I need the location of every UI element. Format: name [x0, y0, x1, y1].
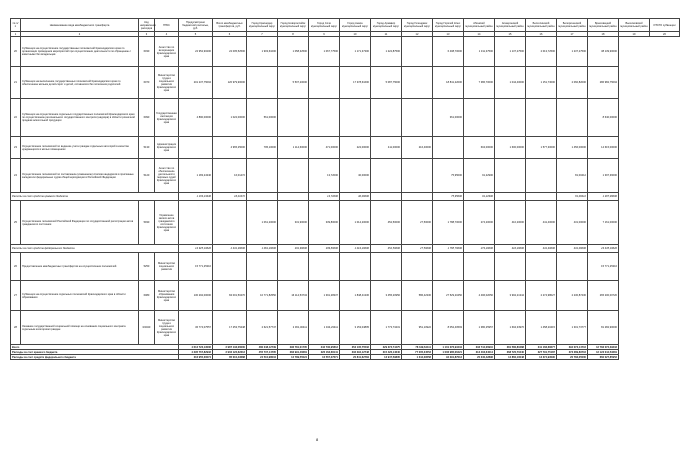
value-cell: 296 781,01705: [278, 345, 309, 350]
value-cell: 81,00412: [557, 193, 588, 201]
expense-code: 5930: [139, 201, 155, 245]
value-cell: 7 161,00000: [588, 201, 619, 245]
value-cell: 339,80000: [309, 201, 340, 245]
value-cell: 20 340,42896: [464, 355, 495, 360]
value-cell: 1 058,32500: [278, 37, 309, 67]
value-cell: 315 426,14640: [371, 350, 402, 355]
value-cell: [278, 193, 309, 201]
value-cell: 313 403,64014: [464, 350, 495, 355]
value-cell: 84 001,50470: [213, 281, 247, 311]
value-cell: 265 200,00720: [588, 281, 619, 311]
value-cell: 411,00000: [371, 137, 402, 159]
value-cell: 13 374,93090: [526, 355, 557, 360]
column-number: 9: [309, 32, 340, 37]
column-header: Город Краснодар муниципальный округ: [247, 19, 278, 32]
value-cell: 1 600,00000: [495, 137, 526, 159]
value-cell: 431,00000: [557, 245, 588, 253]
value-cell: 410,20000: [495, 201, 526, 245]
value-cell: 2 987 133,06000: [213, 345, 247, 350]
value-cell: [309, 67, 340, 99]
value-cell: 16 114,53734: [278, 281, 309, 311]
value-cell: 22 005,52500: [213, 37, 247, 67]
value-cell: 1 151,73000: [526, 67, 557, 99]
value-cell: 274,20000: [464, 245, 495, 253]
value-cell: [402, 99, 433, 137]
value-cell: 15 771,25316: [588, 253, 619, 281]
column-header: ГРБС: [155, 19, 179, 32]
row-number: 28: [11, 311, 21, 345]
value-cell: 381 580,80488: [495, 345, 526, 350]
value-cell: 75,95000: [433, 159, 464, 193]
column-number: 20: [650, 32, 680, 37]
page-number: 8: [316, 437, 319, 442]
value-cell: 431,00000: [557, 201, 588, 245]
value-cell: 222,00000: [340, 137, 371, 159]
value-cell: 1 114,60000: [278, 137, 309, 159]
value-cell: [213, 253, 247, 281]
column-number: 12: [402, 32, 433, 37]
value-cell: [179, 137, 213, 159]
value-cell: 216 955,30074: [179, 355, 213, 360]
value-cell: [371, 159, 402, 193]
value-cell: 471,00000: [309, 137, 340, 159]
value-cell: 14 925,10620: [179, 245, 213, 253]
value-cell: 368 720,70440: [495, 350, 526, 355]
value-cell: 12 860,10048: [495, 355, 526, 360]
value-cell: 81,00412: [557, 159, 588, 193]
value-cell: 1 067,77500: [309, 37, 340, 67]
value-cell: 1 222,87500: [371, 37, 402, 67]
value-cell: 1 397,36000: [588, 159, 619, 193]
value-cell: 1 101 276,93434: [433, 345, 464, 350]
column-header: Город Анапа муниципальный округ: [340, 19, 371, 32]
value-cell: 1 788,70000: [433, 201, 464, 245]
value-cell: 6 408,70000: [433, 37, 464, 67]
value-cell: 36 774,07557: [179, 311, 213, 345]
value-cell: 18 841,22000: [433, 67, 464, 99]
expense-code: 6090: [139, 99, 155, 137]
value-cell: [495, 253, 526, 281]
value-cell: 1 456,00000: [557, 137, 588, 159]
value-cell: 17 378,61600: [340, 67, 371, 99]
value-cell: 5 507,20000: [278, 67, 309, 99]
value-cell: [526, 159, 557, 193]
value-cell: [495, 193, 526, 201]
value-cell: 410,20000: [495, 245, 526, 253]
value-cell: 361,00000: [433, 99, 464, 137]
column-number: 19: [619, 32, 650, 37]
value-cell: [340, 99, 371, 137]
column-number: 11: [371, 32, 402, 37]
value-cell: 2 902 122,62312: [213, 350, 247, 355]
value-cell: 27 529,20450: [433, 281, 464, 311]
grbs-name: Агентство по ветеринарии Краснодарского края: [155, 37, 179, 67]
value-cell: [526, 253, 557, 281]
transfer-name: Оказание государственной социальной помощи на основании социального контракта отдельным категориям граждан: [21, 311, 139, 345]
value-cell: 17 253,75448: [213, 311, 247, 345]
column-number: 2: [21, 32, 139, 37]
total-row: [11, 355, 680, 360]
grbs-name: Министерство труда и социального развития Краснодарского края: [155, 311, 179, 345]
value-cell: [179, 201, 213, 245]
value-cell: [247, 253, 278, 281]
column-header: Город Горячий Ключ муниципальный округ: [433, 19, 464, 32]
column-header: Белоглинский муниципальный район: [526, 19, 557, 32]
row-number: 23: [11, 137, 21, 159]
value-cell: 1 788,70000: [433, 245, 464, 253]
value-cell: 4 965,25000: [213, 137, 247, 159]
value-cell: 38 139,90000: [588, 37, 619, 67]
value-cell: 394 073,14716: [557, 345, 588, 350]
subtotal-label: Расходы за счет средств федерального бюджета: [11, 245, 179, 253]
value-cell: [402, 67, 433, 99]
value-cell: 1 694,33976: [495, 311, 526, 345]
value-cell: 286 982,75094: [588, 67, 619, 99]
row-number: 26: [11, 253, 21, 281]
value-cell: 1 391,28337: [309, 281, 340, 311]
column-number: 16: [526, 32, 557, 37]
value-cell: 40,00000: [340, 159, 371, 193]
value-cell: 14 615,00000: [588, 137, 619, 159]
column-header: Белореченский муниципальный район: [557, 19, 588, 32]
subtotal-row: [11, 193, 680, 201]
grbs-name: Министерство социального развития: [155, 253, 179, 281]
value-cell: 1 458,20415: [526, 311, 557, 345]
value-cell: 441,40000: [526, 201, 557, 245]
value-cell: 120 979,90000: [213, 67, 247, 99]
value-cell: [278, 253, 309, 281]
column-number: 4: [155, 32, 179, 37]
value-cell: 77 005,34553: [402, 350, 433, 355]
value-cell: 27,50000: [402, 245, 433, 253]
value-cell: 81 282,90000: [588, 311, 619, 345]
table-row: [11, 253, 680, 281]
value-cell: 242 730,95812: [309, 345, 340, 350]
value-cell: [433, 253, 464, 281]
expense-code: 5130: [139, 137, 155, 159]
column-header: № п/п: [11, 19, 21, 32]
value-cell: 216,40000: [402, 137, 433, 159]
value-cell: 353 135,75532: [340, 345, 371, 350]
value-cell: 1 344,29558: [402, 355, 433, 360]
table-row: [11, 201, 680, 245]
value-cell: 1 006 985,06421: [433, 350, 464, 355]
value-cell: 441,40000: [526, 245, 557, 253]
value-cell: 10 771,82550: [247, 281, 278, 311]
value-cell: [526, 193, 557, 201]
value-cell: 2 431,30000: [213, 245, 247, 253]
expense-code: 6080: [139, 281, 155, 311]
expense-code: 5250: [139, 253, 155, 281]
value-cell: [278, 159, 309, 193]
column-number: 5: [179, 32, 213, 37]
column-number: 1: [11, 32, 21, 37]
value-cell: 1 137,27500: [495, 37, 526, 67]
value-cell: 795,10000: [247, 137, 278, 159]
value-cell: 1 773,73431: [371, 311, 402, 345]
header-row: [11, 19, 680, 32]
column-header: Абинский муниципальный район: [464, 19, 495, 32]
column-header: Апшеронский муниципальный район: [495, 19, 526, 32]
grbs-name: Министерство труда и социального развития Краснодарского края: [155, 67, 179, 99]
subsidy-table: [10, 18, 680, 360]
table-row: [11, 281, 680, 311]
value-cell: 12 783 072,39233: [588, 345, 619, 350]
value-cell: 283 991,46681: [278, 350, 309, 355]
value-cell: 226 163,68141: [309, 350, 340, 355]
value-cell: [371, 253, 402, 281]
grbs-name: Государственная инспекция Краснодарского края: [155, 99, 179, 137]
value-cell: [247, 159, 278, 193]
value-cell: 1 014,20000: [340, 245, 371, 253]
value-cell: 274,20000: [464, 201, 495, 245]
value-cell: [557, 99, 588, 137]
value-cell: 1 903,61000: [247, 37, 278, 67]
column-header: Город Армавир муниципальный округ: [371, 19, 402, 32]
value-cell: 75,95000: [433, 193, 464, 201]
value-cell: 16 567,27671: [309, 355, 340, 360]
value-cell: 4 395 767,82932: [179, 350, 213, 355]
row-number: 20: [11, 37, 21, 67]
value-cell: 12 123 044,53281: [588, 350, 619, 355]
table-row: [11, 99, 680, 137]
value-cell: [247, 67, 278, 99]
value-cell: 2 621,57747: [247, 311, 278, 345]
value-cell: [278, 99, 309, 137]
value-cell: [247, 193, 278, 201]
value-cell: 331,90000: [278, 245, 309, 253]
value-cell: 4 496,02050: [464, 281, 495, 311]
value-cell: [402, 159, 433, 193]
expense-code: 5120: [139, 159, 155, 193]
value-cell: 660 027,85952: [588, 355, 619, 360]
value-cell: 13,72000: [309, 159, 340, 193]
value-cell: 1 171,37300: [340, 37, 371, 67]
column-header: ИТОГО субвенции: [650, 19, 680, 32]
table-row: [11, 37, 680, 67]
total-label: Расходы за счет средств федерального бюджета: [11, 355, 179, 360]
value-cell: 1 577,30000: [526, 137, 557, 159]
column-header: Предусмотрено бюджетной росписью, руб.: [179, 19, 213, 32]
value-cell: 1 061,20000: [247, 245, 278, 253]
value-cell: 2 013,72500: [526, 37, 557, 67]
column-header: Всего межбюджетных трансфертов, руб.: [213, 19, 247, 32]
value-cell: 40,00000: [340, 193, 371, 201]
column-header: Город Геленджик муниципальный округ: [402, 19, 433, 32]
transfer-name: Субвенции на выполнение государственных полномочий Краснодарского края по обеспечению жильем детей-сирот и детей, оставшихся без попечения родителей: [21, 67, 139, 99]
value-cell: 1 183,24346: [179, 159, 213, 193]
value-cell: 1 301,73777: [557, 311, 588, 345]
value-cell: 1 014,20000: [340, 201, 371, 245]
value-cell: 94 291,87013: [433, 355, 464, 360]
value-cell: 12 789,55024: [278, 355, 309, 360]
column-number: 7: [247, 32, 278, 37]
grbs-name: Агентство по обеспечению деятельности мировых судей Краснодарского края: [155, 159, 179, 193]
value-cell: 4 890,00000: [179, 99, 213, 137]
value-cell: 455 737,14705: [247, 350, 278, 355]
value-cell: 2 060,82000: [557, 67, 588, 99]
column-header: Город Сочи муниципальный округ: [309, 19, 340, 32]
value-cell: 1 311,37500: [464, 37, 495, 67]
subtotal-row: [11, 245, 680, 253]
table-row: [11, 67, 680, 99]
column-number: 10: [340, 32, 371, 37]
value-cell: 1 183,24346: [179, 193, 213, 201]
column-number: 15: [495, 32, 526, 37]
value-cell: 1 061,20000: [247, 201, 278, 245]
value-cell: 4 612 723,13006: [179, 345, 213, 350]
column-number: 17: [557, 32, 588, 37]
transfer-name: Субвенции на осуществление отдельных государственных полномочий Краснодарского края по осуществлению регионального государственного контроля (надзора) в области розничной продажи алкогольной продукции: [21, 99, 139, 137]
value-cell: [464, 99, 495, 137]
value-cell: 2 061,46411: [278, 311, 309, 345]
value-cell: 1 397,36000: [588, 193, 619, 201]
value-cell: 130 292,00000: [179, 281, 213, 311]
value-cell: 15 771,25316: [179, 253, 213, 281]
value-cell: 78 349,64111: [402, 345, 433, 350]
value-cell: 91,22900: [464, 159, 495, 193]
column-header: Город Новороссийск муниципальный округ: [278, 19, 309, 32]
value-cell: [557, 253, 588, 281]
value-cell: 331,90000: [278, 201, 309, 245]
grbs-name: Администрация Краснодарского края: [155, 137, 179, 159]
value-cell: 373 289,89716: [557, 350, 588, 355]
transfer-name: Осуществление полномочий Российской Федерации по государственной регистрации актов гражданского состояния: [21, 201, 139, 245]
value-cell: [371, 193, 402, 201]
value-cell: 2 274,98027: [526, 281, 557, 311]
value-cell: 1 044,23411: [309, 311, 340, 345]
expense-code: R4040: [139, 311, 155, 345]
value-cell: [402, 193, 433, 201]
value-cell: 480 248,12739: [247, 345, 278, 350]
transfer-name: Субвенции на осуществление государственных полномочий Краснодарского края по организации проведения мероприятий при осуществлении деятельности по обращению с животными без владельцев: [21, 37, 139, 67]
column-number: 8: [278, 32, 309, 37]
value-cell: 5 087,75000: [371, 67, 402, 99]
value-cell: [495, 159, 526, 193]
value-cell: 8 640,00000: [588, 99, 619, 137]
total-label: Расходы за счет краевого бюджета: [11, 350, 179, 355]
column-header: Брюховецкий муниципальный район: [588, 19, 619, 32]
value-cell: 1 380,25957: [464, 311, 495, 345]
value-cell: 27,50000: [402, 201, 433, 245]
value-cell: [433, 137, 464, 159]
column-number: 3: [139, 32, 155, 37]
value-cell: [402, 253, 433, 281]
value-cell: 20 841,62784: [340, 355, 371, 360]
value-cell: 13 947,59835: [371, 355, 402, 360]
value-cell: 3 992,21344: [495, 281, 526, 311]
value-cell: 16,01472: [213, 193, 247, 201]
value-cell: 1 848,41336: [340, 281, 371, 311]
column-header: Код направления расходов: [140, 20, 156, 30]
value-cell: [213, 201, 247, 245]
column-number: 13: [433, 32, 464, 37]
value-cell: [371, 99, 402, 137]
table-row: [11, 311, 680, 345]
value-cell: [526, 99, 557, 137]
value-cell: [340, 253, 371, 281]
expense-code: 6030: [139, 37, 155, 67]
value-cell: 13,72000: [309, 193, 340, 201]
value-cell: 561,00000: [247, 99, 278, 137]
subtotal-label: Расходы за счет средств краевого бюджета: [11, 193, 179, 201]
value-cell: 20 783,25000: [557, 355, 588, 360]
value-cell: 85 010,43688: [213, 355, 247, 360]
value-cell: 341 166,68277: [526, 345, 557, 350]
column-number: 14: [464, 32, 495, 37]
grbs-name: Министерство образования Краснодарского края: [155, 281, 179, 311]
expense-code: 6070: [139, 67, 155, 99]
column-number: 18: [588, 32, 619, 37]
column-header: Выселковский муниципальный район: [619, 19, 650, 32]
value-cell: 22 952,90200: [179, 37, 213, 67]
value-cell: [309, 253, 340, 281]
value-cell: 604,00000: [464, 137, 495, 159]
value-cell: 452,50000: [371, 245, 402, 253]
value-cell: [495, 99, 526, 137]
value-cell: 329 373,74475: [371, 345, 402, 350]
value-cell: 327 791,75187: [526, 350, 557, 355]
row-number: 24: [11, 159, 21, 193]
value-cell: 91,22900: [464, 193, 495, 201]
value-cell: 201 237,75094: [179, 67, 213, 99]
column-number: 6: [213, 32, 247, 37]
value-cell: 951,10922: [402, 311, 433, 345]
value-cell: [309, 99, 340, 137]
transfer-name: Предоставление межбюджетных трансфертов на осуществление полномочий: [21, 253, 139, 281]
transfer-name: Осуществление полномочий по составлению (изменению) списков кандидатов в присяжные заседатели федеральных судов общей юрисдикции в Российской Федерации: [21, 159, 139, 193]
total-label: Всего: [11, 345, 179, 350]
value-cell: 1 237,27500: [557, 37, 588, 67]
grbs-name: Управление записи актов гражданского состояния Краснодарского края: [155, 201, 179, 245]
value-cell: 452,50000: [371, 201, 402, 245]
transfer-name: Субвенции на осуществление отдельных полномочий Краснодарского края в области образования: [21, 281, 139, 311]
value-cell: 333 744,06910: [464, 345, 495, 350]
value-cell: [464, 253, 495, 281]
column-header: Наименование вида межбюджетного трансферта: [21, 19, 139, 32]
row-number: 21: [11, 67, 21, 99]
value-cell: 1 022,00000: [213, 99, 247, 137]
row-number: 25: [11, 201, 21, 245]
value-cell: 8 052,40593: [433, 311, 464, 345]
value-cell: 3 153,04805: [340, 311, 371, 345]
value-cell: 24 510,98034: [247, 355, 278, 360]
value-cell: 23 445,16620: [588, 245, 619, 253]
row-number: 22: [11, 99, 21, 137]
value-cell: 332 294,12748: [340, 350, 371, 355]
transfer-name: Осуществление полномочий по ведению учета граждан отдельных категорий в качестве нуждающихся в жилых помещениях: [21, 137, 139, 159]
value-cell: 3 455,20950: [371, 281, 402, 311]
value-cell: 339,80000: [309, 245, 340, 253]
table-row: [11, 137, 680, 159]
value-cell: 586,42330: [402, 281, 433, 311]
value-cell: 16,01472: [213, 159, 247, 193]
value-cell: [402, 37, 433, 67]
value-cell: 7 386,70000: [464, 67, 495, 99]
value-cell: 2 230,87430: [557, 281, 588, 311]
value-cell: 1 044,40000: [495, 67, 526, 99]
table-row: [11, 159, 680, 193]
row-number: 27: [11, 281, 21, 311]
